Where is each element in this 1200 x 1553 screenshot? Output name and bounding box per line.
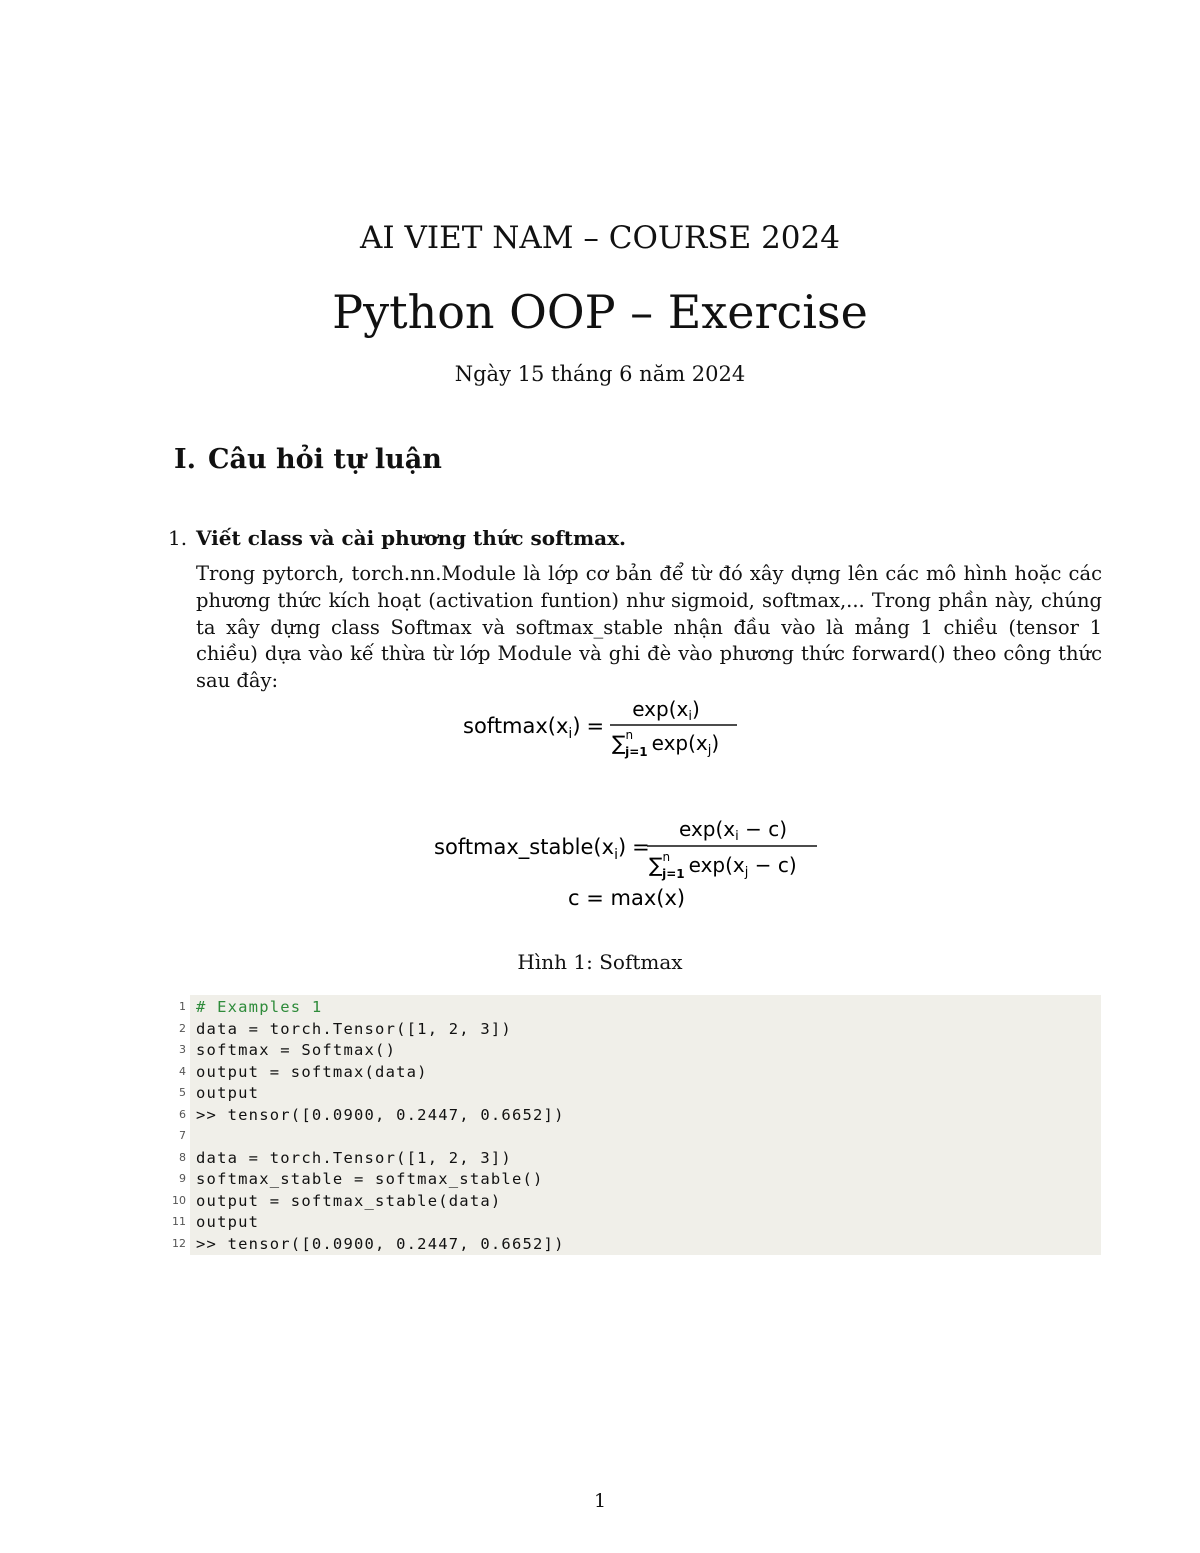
softmax-stable-formula (430, 810, 830, 915)
section-number: I. (174, 444, 197, 475)
question-title (168, 526, 626, 550)
softmax-stable-lhs: $softmax\_stable(x_i)$ = (434, 835, 650, 863)
code-line: 2 data = torch.Tensor([1, 2, 3]) (179, 1019, 512, 1038)
section-heading (174, 444, 442, 475)
figure-caption: Hình 1: Softmax (517, 950, 683, 974)
code-line: 11 output (172, 1213, 260, 1231)
question-title-text: Viết class và cài phương thức softmax. (196, 526, 626, 550)
softmax-formula (455, 690, 755, 760)
code-line: 1 # Examples 1 (179, 998, 323, 1016)
question-number: 1. (168, 526, 188, 550)
softmax-stable-denominator: ∑$^n$ j=1 $\exp(x_j - c)$ (649, 850, 797, 881)
code-line: 12 >> tensor([0.0900, 0.2447, 0.6652]) (172, 1234, 565, 1253)
code-line: 3 softmax = Softmax() (179, 1041, 397, 1059)
section-title: Câu hỏi tự luận (208, 444, 442, 475)
softmax-lhs: $softmax(x_i)$ = (463, 714, 605, 742)
code-line: 9 softmax_stable = softmax_stable() (179, 1170, 544, 1188)
softmax-stable-numerator: $\exp(x_i - c)$ (678, 817, 788, 844)
code-line: 10 output = softmax_stable(data) (172, 1191, 502, 1210)
code-line: 6 >> tensor([0.0900, 0.2447, 0.6652]) (179, 1105, 565, 1124)
code-line: 8 data = torch.Tensor([1, 2, 3]) (179, 1148, 512, 1167)
softmax-denominator: ∑$^n$ j=1 $\exp(x_j)$ (612, 728, 720, 759)
question-body: Trong pytorch, torch.nn.Module là lớp cơ bản để từ đó xây dựng lên các mô hình hoặc các phương thức kích hoạt (activation funtion) như sigmoid, softmax,... Trong phần này, chúng ta xây dựng class Softmax và softmax_stable nhận đầu vào là mảng 1 chiều (tensor 1 chiều) dựa vào kế thừa từ lớp Module và ghi đè vào phương thức forward() theo công thức sau đây: (196, 562, 1102, 693)
code-line: 4 output = softmax(data) (179, 1062, 428, 1081)
c-definition: c = max(x) (568, 886, 686, 910)
softmax-numerator: $\exp(x_i)$ (632, 697, 700, 724)
page-number: 1 (593, 1490, 607, 1512)
course-header: AI VIET NAM – COURSE 2024 (360, 220, 840, 256)
code-line: 5 output (179, 1084, 260, 1102)
document-title: Python OOP – Exercise (332, 285, 868, 339)
document-date: Ngày 15 tháng 6 năm 2024 (454, 362, 746, 386)
code-line: 7 (179, 1129, 186, 1142)
